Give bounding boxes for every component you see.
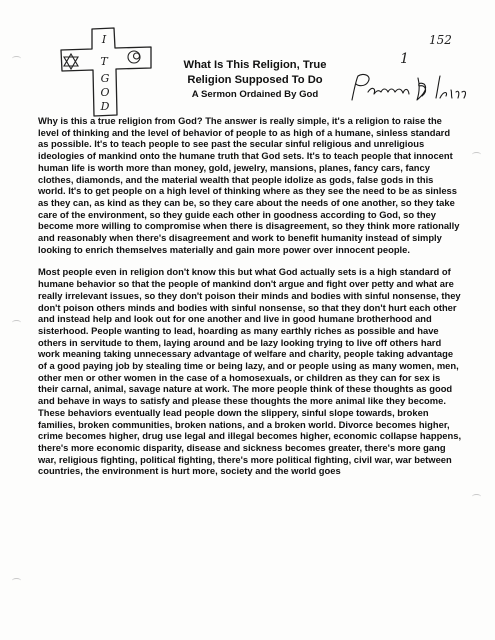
body-paragraph: Most people even in religion don't know this but what God actually sets is a high standard of humane behavior so that the people of mankind don't argue and fight over petty and what are really irrelevant issues, so they don't poison their minds and bodies with sinful nonsense, they don't poison others minds and bodies with sinful nonsense, so that they don't hurt each other and instead help and look out for one another and live in good humane brotherhood and sisterhood. People wanting to lead, hoarding as many earthly riches as possible and have others in servitude to them, laying around and be lazy looking trying to live off others hard work meaning taking unnecessary advantage of welfare and charity, people taking advantage of a good paying job by stealing time or being lazy, and or people using as many women, men, other men or other women in the case of a homosexuals, or children as they can for sex is their carnal, animal, savage nature at work. The more people think of these thoughts as good and behave in ways to satisfy and please these thoughts the more animal like they become. These behaviors eventually lead people down the slippery, sinful slope towards, broken families, broken communities, broken nations, and a broken world. Divorce becomes higher, crime becomes higher, drug use legal and illegal becomes higher, economic collapse happens, there's more economic disparity, disease and sickness becomes greater, there's more gang war, religious fighting, political fighting, there's more political fighting, civil war, war between countries, the environment is hurt more, society and the world goes: [38, 266, 462, 477]
title-line-2: Religion Supposed To Do: [187, 74, 323, 86]
punch-hole-mark: [12, 578, 21, 583]
cross-letter: D: [100, 100, 110, 113]
crescent-star-icon: [128, 51, 140, 63]
cross-letter: I: [101, 33, 107, 46]
cross-logo: [58, 26, 154, 118]
sermon-title: [165, 58, 345, 101]
cross-letter: G: [100, 72, 110, 85]
cross-letter: T: [100, 55, 108, 68]
punch-hole-mark: [12, 320, 21, 325]
sermon-subtitle: A Sermon Ordained By God: [191, 89, 319, 100]
title-line-1: What Is This Religion, True: [183, 59, 327, 71]
punch-hole-mark: [472, 494, 481, 499]
handwritten-page-mark: 1: [400, 51, 409, 67]
body-paragraph: Why is this a true religion from God? The answer is really simple, it's a religion to raise the level of thinking and the level of behavior of people to as high of a humane, sinless standard as possible. It's to teach people to see past the secular sinful religious and unreligious ideologies of mankind onto the humane truth that God sets. It's to teach people that innocent human life is worth more than money, gold, jewelry, mansions, planes, fancy cars, fancy clothes, diamonds, and the material wealth that people idolize as gods, false gods in this world. It's to get people on a high level of thinking where as they see the need to be as sinless as they can, as kind as they can be, so they care about the needs of one another, so they take care of the environment, so they guide each other in goodness according to God, so they become more willing to compromise when there is disagreement, so they think more rationally and reasonably when there's disagreement and work to benefit humanity instead of simply looking to enrich themselves materially and gain more power over innocent people.: [38, 115, 460, 255]
handwritten-signature: [348, 70, 478, 106]
punch-hole-mark: [12, 56, 21, 61]
star-of-david-icon: [64, 54, 78, 69]
handwritten-page-number: 152: [429, 33, 452, 47]
sermon-body: [38, 115, 463, 488]
cross-letter: O: [100, 86, 110, 99]
punch-hole-mark: [472, 152, 481, 157]
